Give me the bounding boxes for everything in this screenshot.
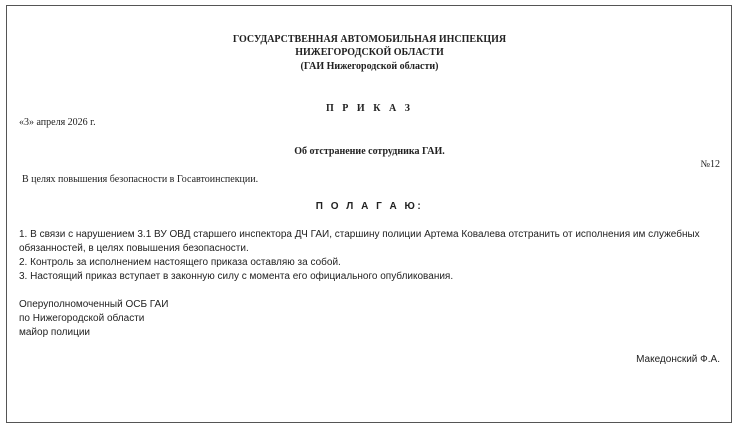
order-item: 1. В связи с нарушением 3.1 ВУ ОВД старшего инспектора ДЧ ГАИ, старшину полиции Артема Ковалева отстранить от исполнения им служебных обязанностей, в целях повышения безопасности.: [19, 229, 700, 254]
signature-block: [19, 298, 168, 340]
signer-position: Оперуполномоченный ОСБ ГАИ: [19, 299, 169, 310]
agency-short-name: (ГАИ Нижегородской области): [300, 61, 439, 72]
order-date: «3» апреля 2026 г.: [19, 117, 96, 128]
order-items-list: [19, 228, 724, 284]
order-item: 3. Настоящий приказ вступает в законную силу с момента его официального опубликования.: [19, 271, 454, 282]
order-item: 2. Контроль за исполнением настоящего приказа оставляю за собой.: [19, 257, 341, 268]
order-preamble: В целях повышения безопасности в Госавтоинспекции.: [22, 174, 259, 185]
signer-rank: майор полиции: [19, 327, 91, 338]
order-number: №12: [700, 159, 720, 170]
agency-name-line2: НИЖЕГОРОДСКОЙ ОБЛАСТИ: [295, 47, 444, 58]
order-subject: Об отстранение сотрудника ГАИ.: [294, 146, 445, 157]
signer-name: Македонский Ф.А.: [636, 354, 720, 365]
decree-heading: П О Л А Г А Ю:: [315, 201, 424, 212]
order-title: П Р И К А З: [326, 103, 413, 114]
signer-region: по Нижегородской области: [19, 313, 145, 324]
agency-name-line1: ГОСУДАРСТВЕННАЯ АВТОМОБИЛЬНАЯ ИНСПЕКЦИЯ: [232, 34, 507, 45]
